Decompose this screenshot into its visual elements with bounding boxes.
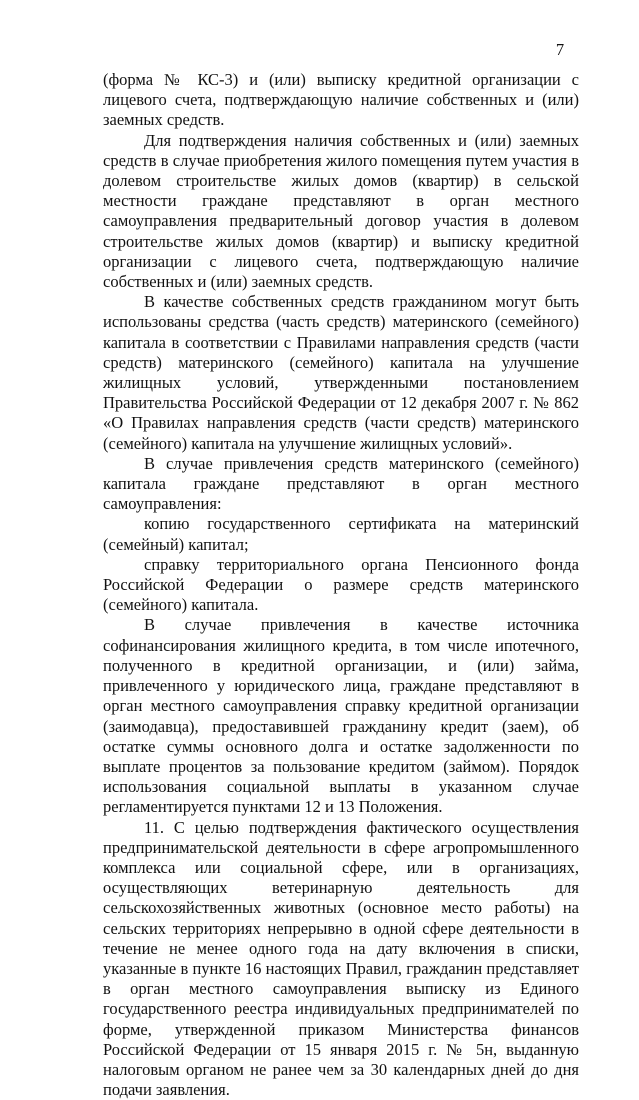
page-number: 7 — [555, 40, 565, 59]
paragraph-item-11: 11. С целью подтверждения фактического осуществления предпринимательской деятельности в сфере агропромышленного комплекса или социальной сфере, или в организациях, осуществляющих ветеринарную деятельность для сельскохозяйственных животных (основное место работы) на сельских территориях непрерывно в одной сфере деятельности в течение не менее одного года на дату включения в списки, указанные в пункте 16 настоящих Правил, гражданин представляет в орган местного самоуправления выписку из Единого государственного реестра индивидуальных предпринимателей по форме, утвержденной приказом Министерства финансов Российской Федерации от 15 января 2015 г. № 5н, выданную налоговым органом не ранее чем за 30 календарных дней до дня подачи заявления. — [103, 817, 579, 1100]
paragraph-maternity-capital-usage: В качестве собственных средств гражданином могут быть использованы средства (часть средств) материнского (семейного) капитала в соответствии с Правилами направления средств (части средств) материнского (семейного) капитала на улучшение жилищных условий, утвержденными постановлением Правительства Российской Федерации от 12 декабря 2007 г. № 862 «О Правилах направления средств (части средств) материнского (семейного) капитала на улучшение жилищных условий». — [103, 292, 579, 453]
paragraph-mortgage-loan: В случае привлечения в качестве источника софинансирования жилищного кредита, в том числе ипотечного, полученного в кредитной организации, и (или) займа, привлеченного у юридического лица, граждане представляют в орган местного самоуправления справку кредитной организации (заимодавца), предоставившей гражданину кредит (заем), об остатке суммы основного долга и остатке задолженности по выплате процентов за пользование кредитом (займом). Порядок использования социальной выплаты в указанном случае регламентируется пунктами 12 и 13 Положения. — [103, 615, 579, 817]
paragraph-maternity-capital-documents: В случае привлечения средств материнского (семейного) капитала граждане представляют в орган местного самоуправления: — [103, 453, 579, 514]
paragraph-form-ks3-continuation: (форма № КС-3) и (или) выписку кредитной организации с лицевого счета, подтверждающую наличие собственных и (или) заемных средств. — [103, 70, 579, 130]
paragraph-certificate-copy: копию государственного сертификата на материнский (семейный) капитал; — [103, 514, 579, 554]
paragraph-pension-fund-certificate: справку территориального органа Пенсионного фонда Российской Федерации о размере средств материнского (семейного) капитала. — [103, 554, 579, 615]
paragraph-shared-construction-funds: Для подтверждения наличия собственных и (или) заемных средств в случае приобретения жилого помещения путем участия в долевом строительстве жилых домов (квартир) в сельской местности граждане представляют в орган местного самоуправления предварительный договор участия в долевом строительстве жилых домов (квартир) и выписку кредитной организации с лицевого счета, подтверждающую наличие собственных и (или) заемных средств. — [103, 130, 579, 292]
document-body — [103, 70, 579, 1100]
